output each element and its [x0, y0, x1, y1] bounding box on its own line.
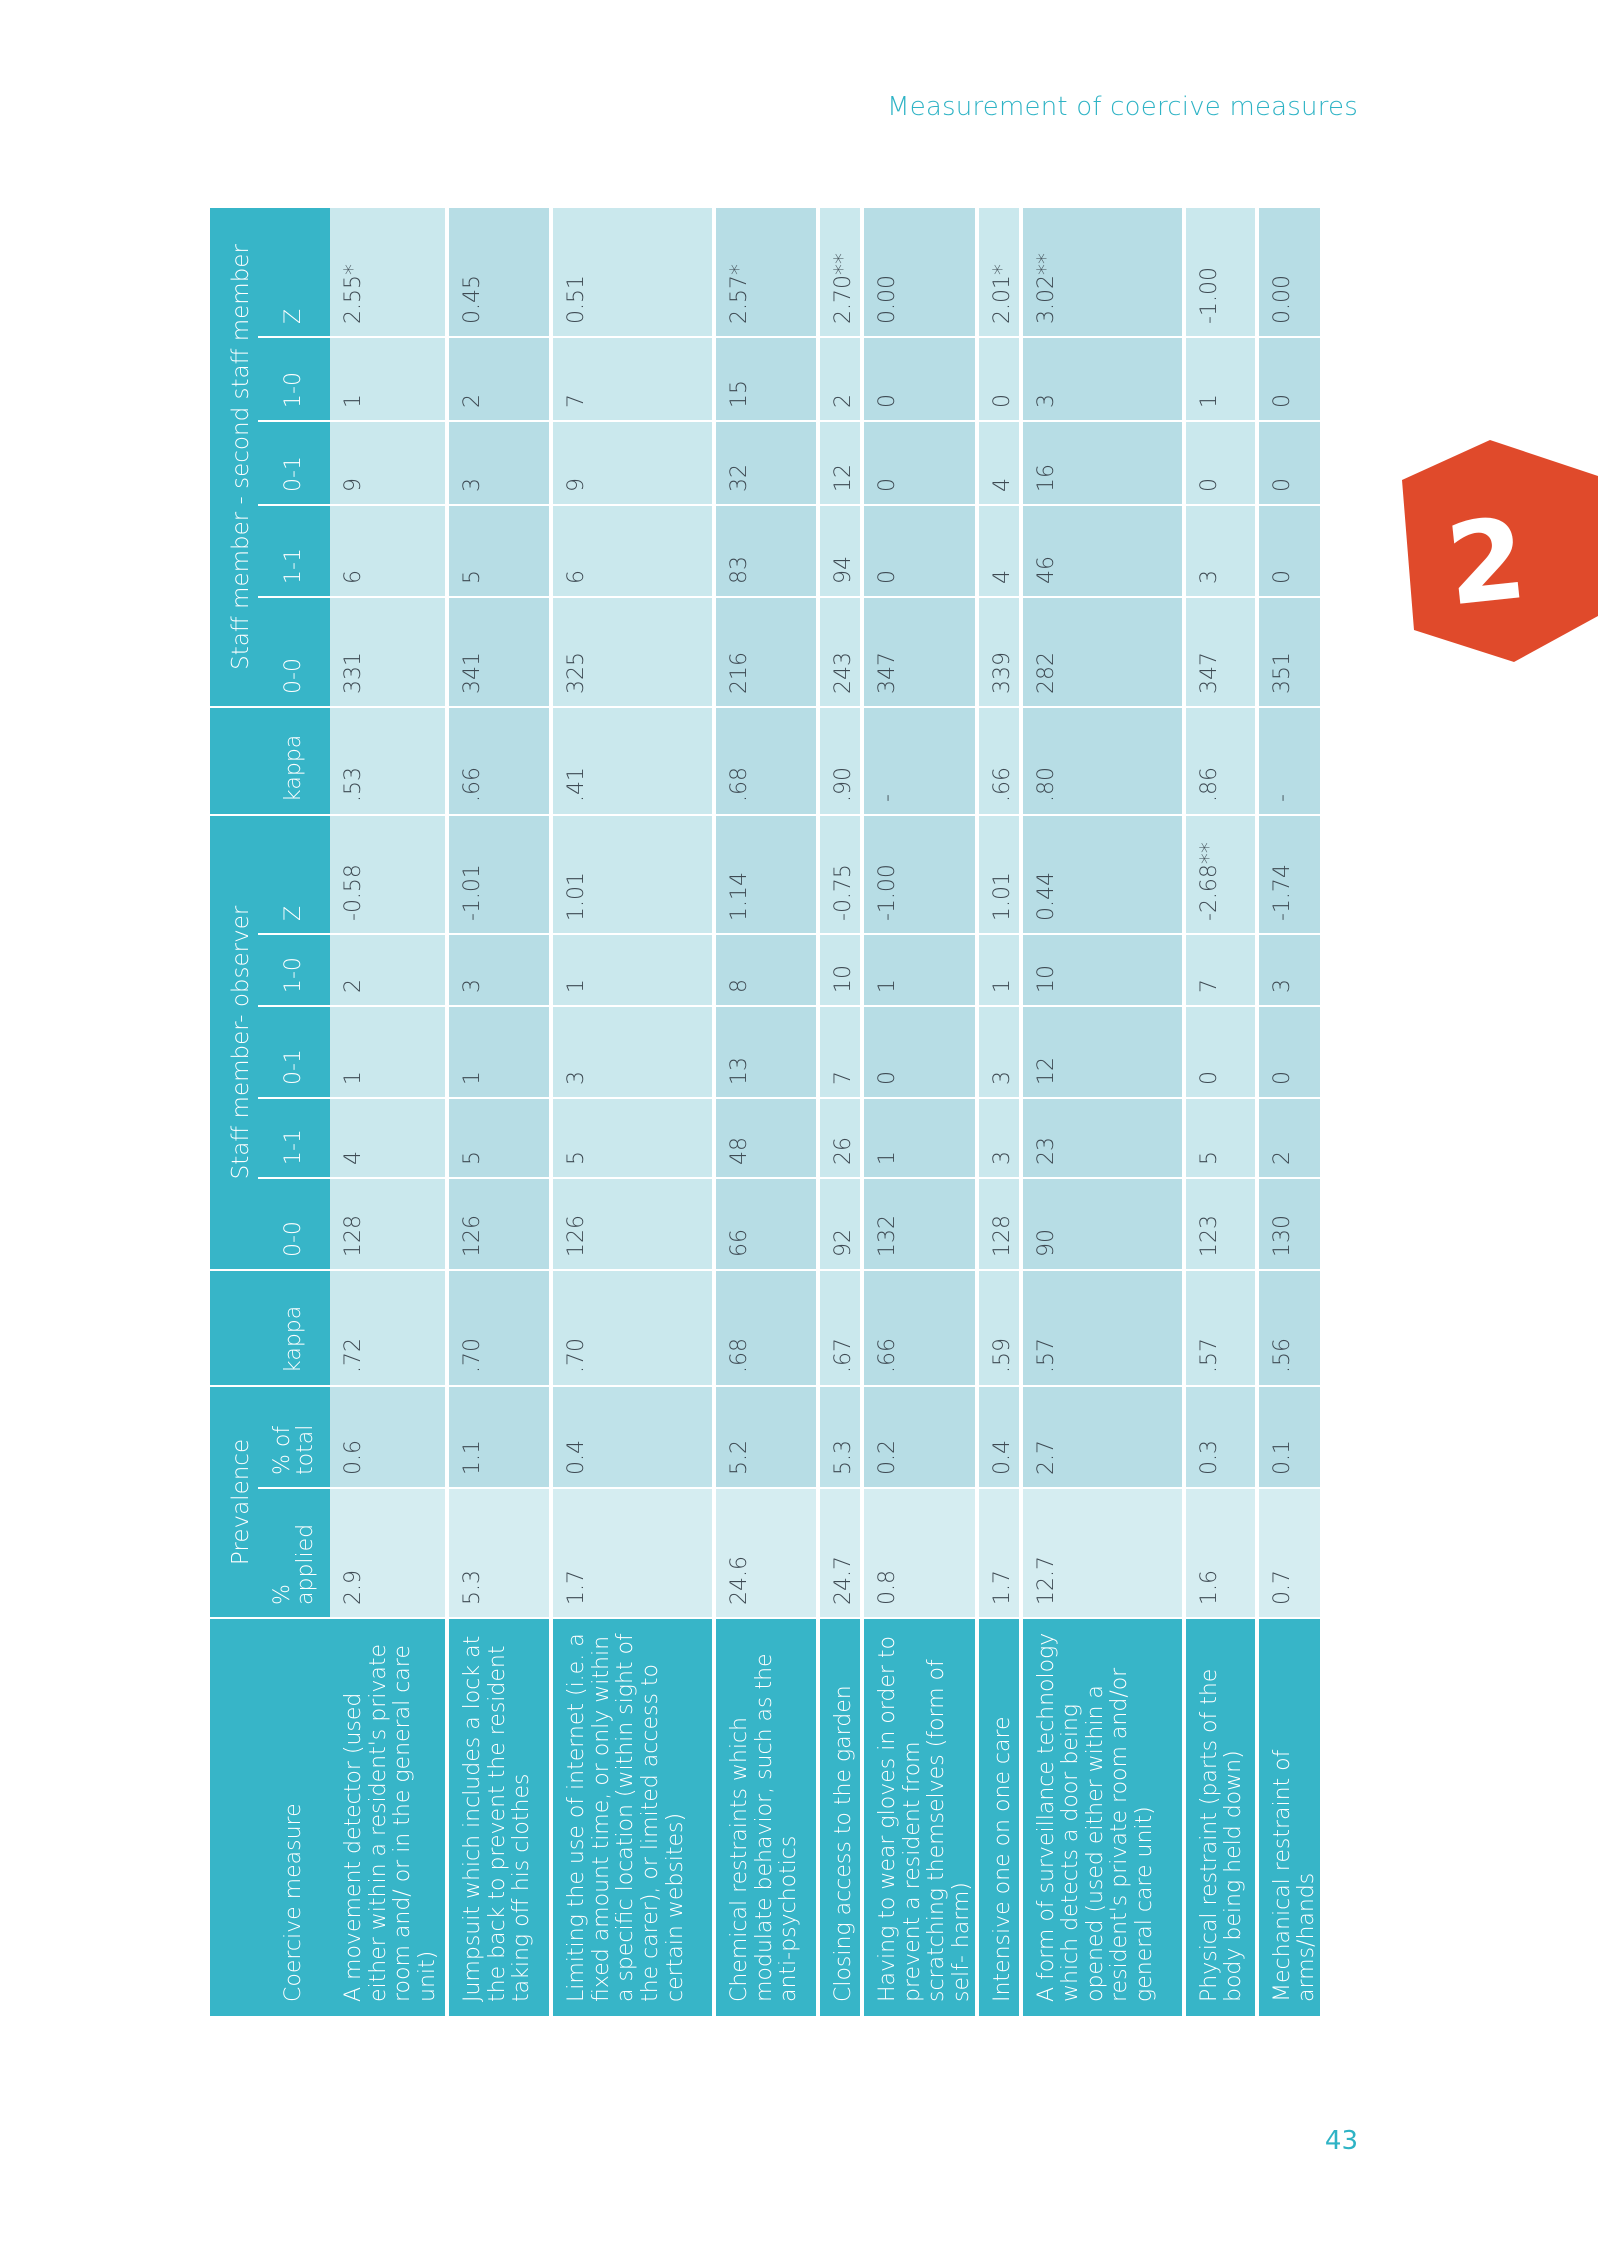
cell-kappa-second: .86	[1184, 707, 1257, 815]
table-row	[551, 208, 714, 2016]
col-header-01-second: 0-1	[258, 421, 330, 505]
col-header-10-second: 1-0	[258, 337, 330, 421]
cell-kappa-observer: .68	[714, 1270, 818, 1386]
cell-measure: Closing access to the garden	[818, 1618, 862, 2016]
cell-pct-total: 0.2	[862, 1386, 977, 1488]
cell-z-observer: -2.68**	[1184, 815, 1257, 934]
table-row	[1184, 208, 1257, 2016]
cell-pct-total: 5.2	[714, 1386, 818, 1488]
coercive-measures-table	[210, 208, 1320, 2016]
cell-kappa-second: .90	[818, 707, 862, 815]
cell-z-second: 2.55*	[330, 208, 447, 337]
cell-pct-applied: 1.6	[1184, 1488, 1257, 1618]
cell-00-second: 341	[447, 597, 551, 707]
cell-kappa-second: .53	[330, 707, 447, 815]
cell-z-second: 0.51	[551, 208, 714, 337]
cell-z-observer: 0.44	[1021, 815, 1184, 934]
cell-pct-applied: 2.9	[330, 1488, 447, 1618]
cell-00-second: 282	[1021, 597, 1184, 707]
cell-z-observer: -0.75	[818, 815, 862, 934]
cell-11-second: 3	[1184, 505, 1257, 597]
cell-kappa-observer: .72	[330, 1270, 447, 1386]
cell-z-observer: -1.00	[862, 815, 977, 934]
cell-kappa-observer: .66	[862, 1270, 977, 1386]
cell-z-second: 3.02**	[1021, 208, 1184, 337]
table-row	[818, 208, 862, 2016]
cell-01-second: 0	[862, 421, 977, 505]
cell-00-observer: 128	[330, 1178, 447, 1270]
cell-kappa-second: -	[1257, 707, 1320, 815]
cell-01-second: 0	[1184, 421, 1257, 505]
cell-z-second: 2.70**	[818, 208, 862, 337]
cell-10-observer: 1	[551, 934, 714, 1006]
cell-z-second: 0.45	[447, 208, 551, 337]
cell-00-observer: 132	[862, 1178, 977, 1270]
cell-pct-applied: 0.7	[1257, 1488, 1320, 1618]
cell-00-second: 347	[862, 597, 977, 707]
cell-01-observer: 0	[862, 1006, 977, 1098]
cell-measure: Physical restraint (parts of the body being held down)	[1184, 1618, 1257, 2016]
col-header-kappa-second: kappa	[258, 707, 330, 815]
cell-z-second: -1.00	[1184, 208, 1257, 337]
cell-measure: A movement detector (used either within a resident's private room and/ or in the general care unit)	[330, 1618, 447, 2016]
chapter-badge	[1402, 440, 1598, 668]
col-header-01-observer: 0-1	[258, 1006, 330, 1098]
cell-11-second: 0	[862, 505, 977, 597]
cell-z-second: 2.01*	[977, 208, 1021, 337]
cell-00-second: 339	[977, 597, 1021, 707]
chapter-number: 2	[1440, 493, 1532, 632]
group-header-blank	[210, 707, 258, 815]
cell-pct-total: 0.3	[1184, 1386, 1257, 1488]
col-header-measure: Coercive measure	[258, 1618, 330, 2016]
cell-measure: Intensive one on one care	[977, 1618, 1021, 2016]
cell-10-second: 2	[447, 337, 551, 421]
cell-pct-total: 0.4	[551, 1386, 714, 1488]
col-header-pct-applied: % applied	[258, 1488, 330, 1618]
cell-10-observer: 10	[1021, 934, 1184, 1006]
group-header-blank	[210, 1270, 258, 1386]
cell-11-observer: 5	[1184, 1098, 1257, 1178]
table-row	[977, 208, 1021, 2016]
cell-00-second: 325	[551, 597, 714, 707]
cell-00-second: 347	[1184, 597, 1257, 707]
cell-10-observer: 1	[977, 934, 1021, 1006]
cell-00-second: 351	[1257, 597, 1320, 707]
cell-z-observer: -1.01	[447, 815, 551, 934]
cell-10-observer: 7	[1184, 934, 1257, 1006]
col-header-z-observer: Z	[258, 815, 330, 934]
cell-10-second: 3	[1021, 337, 1184, 421]
cell-01-second: 16	[1021, 421, 1184, 505]
cell-11-observer: 26	[818, 1098, 862, 1178]
cell-01-observer: 3	[551, 1006, 714, 1098]
col-header-00-second: 0-0	[258, 597, 330, 707]
cell-kappa-observer: .70	[551, 1270, 714, 1386]
cell-11-second: 46	[1021, 505, 1184, 597]
cell-01-observer: 0	[1184, 1006, 1257, 1098]
cell-11-second: 94	[818, 505, 862, 597]
cell-11-second: 83	[714, 505, 818, 597]
cell-11-observer: 5	[551, 1098, 714, 1178]
cell-01-second: 9	[551, 421, 714, 505]
group-header-blank	[210, 1618, 258, 2016]
col-header-11-observer: 1-1	[258, 1098, 330, 1178]
cell-10-observer: 10	[818, 934, 862, 1006]
cell-00-second: 243	[818, 597, 862, 707]
cell-10-second: 0	[862, 337, 977, 421]
cell-10-second: 15	[714, 337, 818, 421]
cell-pct-total: 0.4	[977, 1386, 1021, 1488]
cell-00-observer: 123	[1184, 1178, 1257, 1270]
cell-kappa-second: .41	[551, 707, 714, 815]
cell-10-observer: 3	[447, 934, 551, 1006]
group-header-row	[210, 208, 258, 2016]
table-row	[330, 208, 447, 2016]
cell-kappa-second: .66	[977, 707, 1021, 815]
table-row	[1021, 208, 1184, 2016]
cell-01-observer: 3	[977, 1006, 1021, 1098]
cell-00-observer: 126	[447, 1178, 551, 1270]
reliability-table-container	[210, 208, 1320, 2016]
cell-pct-total: 5.3	[818, 1386, 862, 1488]
cell-z-observer: 1.01	[977, 815, 1021, 934]
cell-10-observer: 8	[714, 934, 818, 1006]
cell-measure: Mechanical restraint of arms/hands	[1257, 1618, 1320, 2016]
cell-10-observer: 3	[1257, 934, 1320, 1006]
col-header-10-observer: 1-0	[258, 934, 330, 1006]
cell-kappa-observer: .57	[1021, 1270, 1184, 1386]
cell-10-second: 0	[1257, 337, 1320, 421]
cell-pct-total: 0.6	[330, 1386, 447, 1488]
col-header-11-second: 1-1	[258, 505, 330, 597]
cell-z-observer: 1.01	[551, 815, 714, 934]
cell-11-observer: 4	[330, 1098, 447, 1178]
cell-11-observer: 2	[1257, 1098, 1320, 1178]
cell-11-observer: 48	[714, 1098, 818, 1178]
cell-kappa-second: .68	[714, 707, 818, 815]
cell-10-observer: 1	[862, 934, 977, 1006]
cell-11-observer: 3	[977, 1098, 1021, 1178]
cell-10-second: 0	[977, 337, 1021, 421]
cell-00-observer: 90	[1021, 1178, 1184, 1270]
cell-01-observer: 13	[714, 1006, 818, 1098]
cell-z-observer: 1.14	[714, 815, 818, 934]
cell-01-observer: 1	[447, 1006, 551, 1098]
cell-01-second: 0	[1257, 421, 1320, 505]
cell-z-second: 0.00	[1257, 208, 1320, 337]
cell-10-second: 7	[551, 337, 714, 421]
running-header: Measurement of coercive measures	[887, 92, 1358, 122]
cell-00-observer: 130	[1257, 1178, 1320, 1270]
col-header-kappa-observer: kappa	[258, 1270, 330, 1386]
cell-01-observer: 12	[1021, 1006, 1184, 1098]
cell-01-observer: 7	[818, 1006, 862, 1098]
cell-measure: Limiting the use of internet (i.e. a fixed amount time, or only within a specific location (within sight of the carer), or limited access to certain websites)	[551, 1618, 714, 2016]
cell-pct-total: 2.7	[1021, 1386, 1184, 1488]
cell-measure: Jumpsuit which includes a lock at the back to prevent the resident taking off his clothes	[447, 1618, 551, 2016]
table-row	[447, 208, 551, 2016]
cell-11-observer: 5	[447, 1098, 551, 1178]
cell-11-second: 4	[977, 505, 1021, 597]
cell-pct-applied: 0.8	[862, 1488, 977, 1618]
group-header-staff-second: Staff member - second staff member	[210, 208, 258, 707]
cell-kappa-observer: .70	[447, 1270, 551, 1386]
cell-00-second: 216	[714, 597, 818, 707]
cell-pct-total: 1.1	[447, 1386, 551, 1488]
group-header-prevalence: Prevalence	[210, 1386, 258, 1618]
cell-00-observer: 66	[714, 1178, 818, 1270]
cell-11-second: 5	[447, 505, 551, 597]
cell-kappa-observer: .67	[818, 1270, 862, 1386]
cell-11-observer: 1	[862, 1098, 977, 1178]
cell-pct-applied: 24.6	[714, 1488, 818, 1618]
rotated-table-layer	[210, 208, 1320, 2016]
cell-z-second: 0.00	[862, 208, 977, 337]
cell-01-second: 4	[977, 421, 1021, 505]
cell-pct-applied: 1.7	[551, 1488, 714, 1618]
col-header-pct-total: % of total	[258, 1386, 330, 1488]
hexagon-badge-icon	[1402, 440, 1598, 668]
group-header-staff-observer: Staff member- observer	[210, 815, 258, 1270]
cell-pct-applied: 24.7	[818, 1488, 862, 1618]
cell-11-observer: 23	[1021, 1098, 1184, 1178]
cell-01-second: 32	[714, 421, 818, 505]
table-body	[330, 208, 1320, 2016]
column-header-row	[258, 208, 330, 2016]
cell-00-observer: 92	[818, 1178, 862, 1270]
cell-measure: Chemical restraints which modulate behavior, such as the anti-psychotics	[714, 1618, 818, 2016]
cell-z-observer: -1.74	[1257, 815, 1320, 934]
page-number: 43	[1324, 2126, 1358, 2156]
cell-kappa-second: .80	[1021, 707, 1184, 815]
cell-10-second: 1	[1184, 337, 1257, 421]
col-header-00-observer: 0-0	[258, 1178, 330, 1270]
cell-10-observer: 2	[330, 934, 447, 1006]
table-row	[1257, 208, 1320, 2016]
cell-z-second: 2.57*	[714, 208, 818, 337]
cell-01-observer: 1	[330, 1006, 447, 1098]
cell-measure: A form of surveillance technology which detects a door being opened (used either within a resident's private room and/or general care unit)	[1021, 1618, 1184, 2016]
cell-11-second: 6	[551, 505, 714, 597]
cell-01-observer: 0	[1257, 1006, 1320, 1098]
col-header-z-second: Z	[258, 208, 330, 337]
cell-01-second: 12	[818, 421, 862, 505]
cell-11-second: 0	[1257, 505, 1320, 597]
cell-00-second: 331	[330, 597, 447, 707]
table-row	[714, 208, 818, 2016]
cell-kappa-second: .66	[447, 707, 551, 815]
cell-01-second: 9	[330, 421, 447, 505]
cell-01-second: 3	[447, 421, 551, 505]
cell-pct-applied: 5.3	[447, 1488, 551, 1618]
cell-kappa-second: -	[862, 707, 977, 815]
cell-measure: Having to wear gloves in order to prevent a resident from scratching themselves (form of self- harm)	[862, 1618, 977, 2016]
cell-pct-applied: 12.7	[1021, 1488, 1184, 1618]
cell-11-second: 6	[330, 505, 447, 597]
cell-00-observer: 126	[551, 1178, 714, 1270]
cell-z-observer: -0.58	[330, 815, 447, 934]
cell-10-second: 2	[818, 337, 862, 421]
cell-kappa-observer: .57	[1184, 1270, 1257, 1386]
cell-10-second: 1	[330, 337, 447, 421]
cell-kappa-observer: .59	[977, 1270, 1021, 1386]
cell-pct-total: 0.1	[1257, 1386, 1320, 1488]
cell-kappa-observer: .56	[1257, 1270, 1320, 1386]
table-row	[862, 208, 977, 2016]
cell-pct-applied: 1.7	[977, 1488, 1021, 1618]
cell-00-observer: 128	[977, 1178, 1021, 1270]
